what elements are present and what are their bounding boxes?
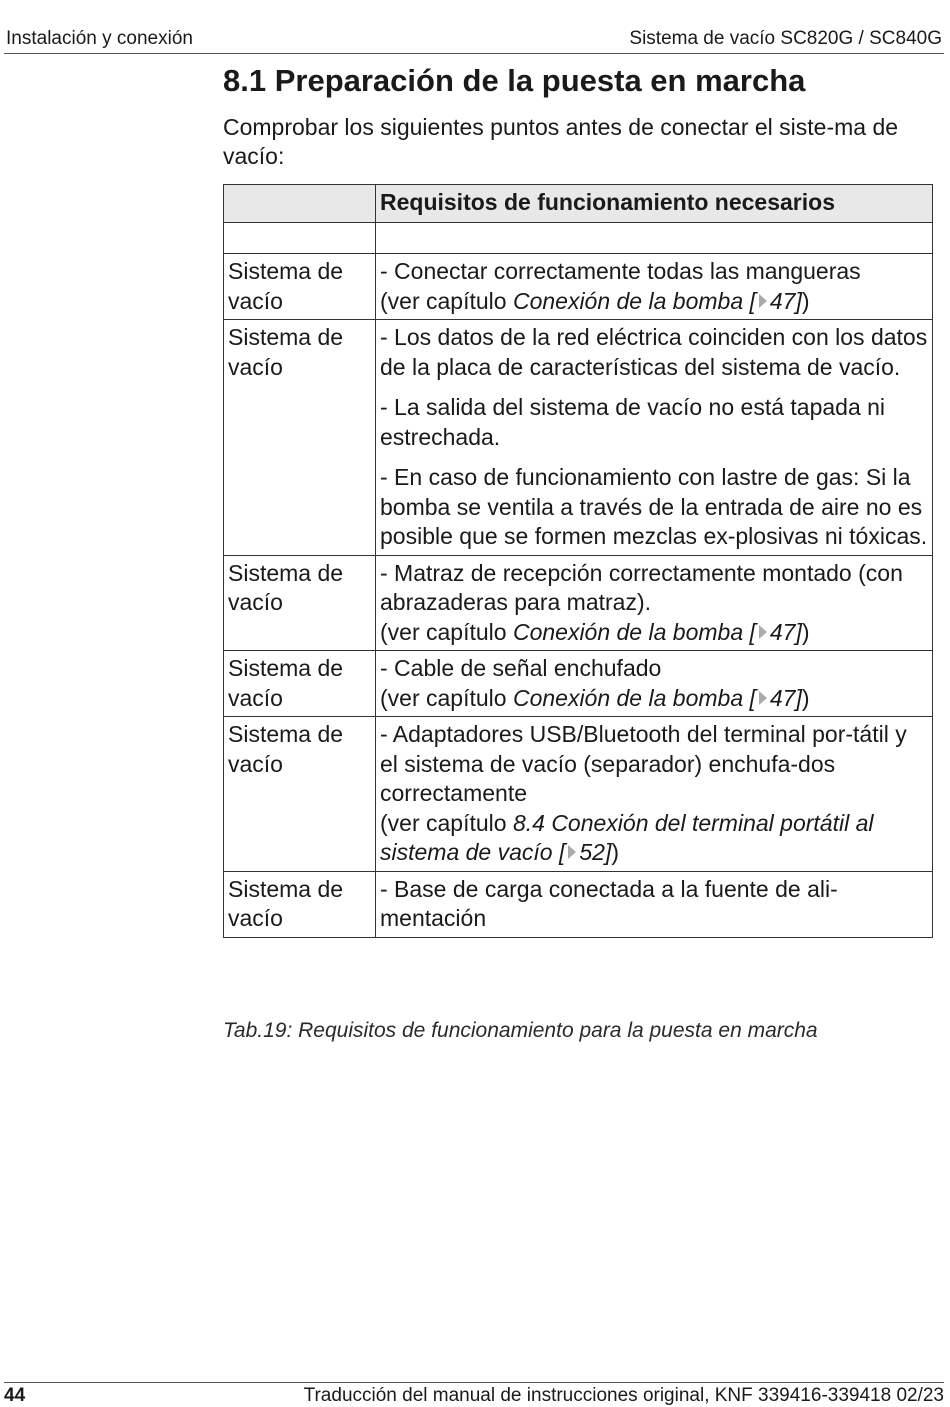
requirement-text: - Base de carga conectada a la fuente de ali-mentación — [380, 875, 838, 931]
requirement-item — [380, 463, 928, 552]
reference-suffix: ) — [611, 839, 620, 865]
row-label: Sistema de vacío — [224, 651, 376, 717]
page-arrow-icon — [568, 845, 576, 859]
table-caption: Tab.19: Requisitos de funcionamiento para la puesta en marcha — [223, 1019, 818, 1042]
reference-prefix: (ver capítulo — [380, 809, 513, 836]
footer-rule — [4, 1382, 944, 1383]
table-row — [224, 254, 933, 320]
row-requirements — [376, 651, 933, 717]
row-requirements — [376, 320, 933, 556]
requirement-text: - La salida del sistema de vacío no está tapada ni estrechada. — [380, 394, 886, 450]
requirement-text: - En caso de funcionamiento con lastre de gas: Si la bomba se ventila a través de la entrada de aire no es posible que se formen mezclas ex-plosivas ni tóxicas. — [380, 464, 928, 549]
reference-page: 52] — [579, 839, 612, 865]
requirement-item — [380, 875, 928, 934]
row-label: Sistema de vacío — [224, 555, 376, 651]
reference-suffix: ) — [801, 684, 810, 711]
requirement-text: - Cable de señal enchufado — [380, 655, 662, 681]
reference-prefix: (ver capítulo — [380, 618, 513, 645]
reference-page: 47] — [769, 287, 802, 314]
requirement-item — [380, 323, 928, 382]
requirement-item — [380, 393, 928, 452]
table-header-col2: Requisitos de funcionamiento necesarios — [376, 185, 933, 223]
chapter-reference-link[interactable] — [513, 619, 802, 645]
reference-prefix: (ver capítulo — [380, 287, 513, 314]
reference-page: 47] — [769, 684, 802, 711]
row-requirements — [376, 871, 933, 937]
requirement-item — [380, 654, 928, 713]
reference-suffix: ) — [801, 287, 810, 314]
row-requirements — [376, 555, 933, 651]
row-label: Sistema de vacío — [224, 717, 376, 872]
table-empty-row — [224, 223, 933, 254]
table-row — [224, 717, 933, 872]
table-row — [224, 651, 933, 717]
table-header-row — [224, 185, 933, 223]
chapter-reference-link[interactable] — [513, 685, 802, 711]
requirement-text: - Los datos de la red eléctrica coinciden con los datos de la placa de características del sistema de vacío. — [380, 324, 928, 380]
running-header-product: Sistema de vacío SC820G / SC840G — [629, 28, 942, 49]
row-label: Sistema de vacío — [224, 871, 376, 937]
page-arrow-icon — [759, 691, 767, 705]
reference-title: Conexión de la bomba [ — [512, 618, 756, 645]
reference-page: 47] — [769, 618, 802, 645]
table-header-col1 — [224, 185, 376, 223]
requirement-item — [380, 257, 928, 316]
table-body — [224, 223, 933, 938]
reference-suffix: ) — [801, 618, 810, 645]
requirement-item — [380, 720, 928, 868]
page-number: 44 — [4, 1385, 26, 1406]
requirement-item — [380, 559, 928, 648]
section-title: 8.1 Preparación de la puesta en marcha — [223, 63, 806, 98]
requirement-text: - Adaptadores USB/Bluetooth del terminal por-tátil y el sistema de vacío (separador) enchufa-dos correctamente — [380, 721, 907, 806]
row-label: Sistema de vacío — [224, 254, 376, 320]
running-header-section: Instalación y conexión — [6, 28, 193, 49]
table-row — [224, 320, 933, 556]
intro-paragraph: Comprobar los siguientes puntos antes de conectar el siste-ma de vacío: — [223, 114, 899, 169]
requirements-table — [223, 184, 933, 938]
reference-title: Conexión de la bomba [ — [512, 287, 756, 314]
reference-title: Conexión de la bomba [ — [512, 684, 756, 711]
reference-title: 8.4 Conexión del terminal portátil al sistema de vacío [ — [380, 809, 874, 865]
page-arrow-icon — [759, 625, 767, 639]
row-requirements — [376, 717, 933, 872]
requirement-text: - Conectar correctamente todas las mangueras — [380, 258, 861, 284]
footer-document-info: Traducción del manual de instrucciones original, KNF 339416-339418 02/23 — [303, 1385, 944, 1406]
row-requirements — [376, 254, 933, 320]
page-arrow-icon — [759, 294, 767, 308]
reference-prefix: (ver capítulo — [380, 684, 513, 711]
requirement-text: - Matraz de recepción correctamente montado (con abrazaderas para matraz). — [380, 559, 903, 615]
row-label: Sistema de vacío — [224, 320, 376, 556]
chapter-reference-link[interactable] — [513, 288, 802, 314]
table-row — [224, 555, 933, 651]
table-row — [224, 871, 933, 937]
header-rule — [4, 53, 944, 54]
